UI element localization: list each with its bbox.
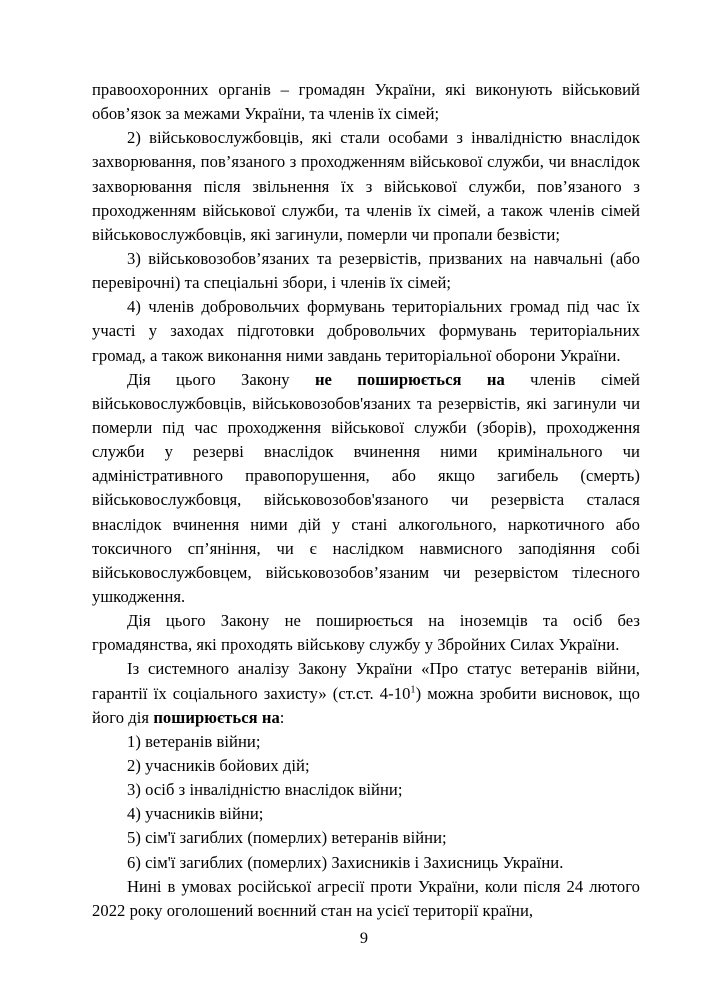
list-item-2: 2) учасників бойових дій; bbox=[127, 755, 310, 775]
text-segment: : bbox=[279, 707, 285, 727]
paragraph-systemic-analysis bbox=[92, 657, 640, 729]
text-segment-bold: поширюється на bbox=[153, 707, 280, 727]
text-segment-bold: не поширюється на bbox=[314, 369, 505, 389]
paragraph-item-3: 3) військовозобов’язаних та резервістів, призваних на навчальні (або перевірочні) та спеціальні збори, і членів їх сімей; bbox=[92, 248, 640, 293]
list-item-6: 6) сім'ї загиблих (померлих) Захисників і Захисниць України. bbox=[127, 852, 564, 872]
list-item-5: 5) сім'ї загиблих (померлих) ветеранів війни; bbox=[127, 828, 447, 848]
list-item-3: 3) осіб з інвалідністю внаслідок війни; bbox=[127, 780, 403, 800]
paragraph-item-4: 4) членів добровольчих формувань територіальних громад під час їх участі у заходах підготовки добровольчих формувань територіальних громад, а також виконання ними завдань територіальної оборони України. bbox=[92, 297, 640, 365]
text-segment: членів сімей військовослужбовців, військовозобов'язаних та резервістів, які загинули чи померли під час проходження військової служби (зборів), проходження служби у резерві внаслідок вчинення ними кримінального чи адміністративного правопорушення, або якщо загибель (смерть) військовослужбовця, військовозобов'язаного чи резервіста сталася внаслідок вчинення ними дій у стані алкогольного, наркотичного або токсичного сп’яніння, чи є наслідком навмисного заподіяння собі військовослужбовцем, військовозобов’язаним чи резервістом тілесного ушкодження. bbox=[92, 369, 640, 606]
paragraph-not-applicable bbox=[92, 368, 640, 609]
document-body bbox=[92, 78, 640, 923]
page-number: 9 bbox=[359, 928, 369, 947]
paragraph-foreigners: Дія цього Закону не поширюється на іноземців та осіб без громадянства, які проходять військову службу у Збройних Силах України. bbox=[92, 611, 640, 655]
paragraph-continuation: правоохоронних органів – громадян України, які виконують військовий обов’язок за межами України, та членів їх сімей; bbox=[92, 80, 640, 124]
paragraph-item-2: 2) військовослужбовців, які стали особами з інвалідністю внаслідок захворювання, пов’язаного з проходженням військової служби, чи внаслідок захворювання після звільнення їх з військової служби, пов’язаного з проходженням військової служби, та членів їх сімей, а також членів сімей військовослужбовців, які загинули, померли чи пропали безвісти; bbox=[92, 128, 640, 244]
text-segment: Із системного аналізу Закону України «Про статус ветеранів війни, гарантії їх соціального захисту» (ст.ст. 4-10 bbox=[92, 659, 640, 703]
list-item-1: 1) ветеранів війни; bbox=[127, 731, 261, 751]
paragraph-current-conditions: Нині в умовах російської агресії проти України, коли після 24 лютого 2022 року оголошений воєнний стан на усієї території країни, bbox=[92, 876, 640, 920]
text-segment: Дія цього Закону bbox=[127, 369, 315, 389]
list-item-4: 4) учасників війни; bbox=[127, 804, 264, 824]
text-segment: ) можна зробити висновок, що його дія bbox=[92, 683, 640, 727]
footnote-marker: 1 bbox=[410, 683, 416, 695]
